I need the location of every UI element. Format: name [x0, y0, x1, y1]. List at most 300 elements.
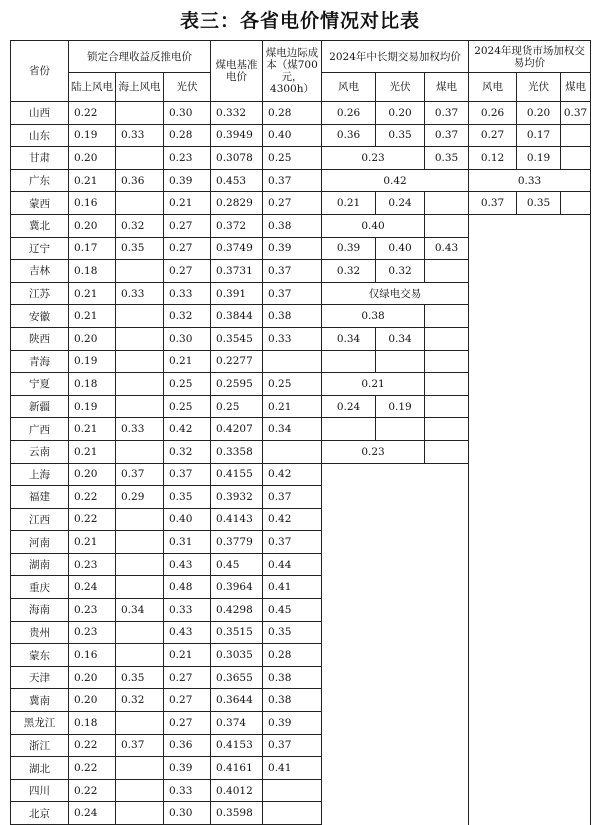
spot-wind-cell: 0.27 [469, 124, 517, 147]
mlt-merged-cell: 0.23 [322, 147, 425, 170]
mlt-coal-cell [425, 327, 469, 350]
coal-base-cell: 0.374 [211, 712, 263, 735]
solar-cell: 0.32 [164, 440, 211, 463]
spot-pv-cell: 0.19 [517, 147, 561, 170]
table-row [11, 327, 591, 350]
spot-empty-cell [469, 214, 591, 237]
coal-base-cell: 0.4161 [211, 757, 263, 780]
solar-cell: 0.27 [164, 214, 211, 237]
onshore-wind-cell: 0.23 [69, 553, 116, 576]
table-row [11, 553, 591, 576]
offshore-wind-cell [116, 531, 164, 554]
mlt-coal-cell: 0.37 [425, 124, 469, 147]
onshore-wind-cell: 0.19 [69, 395, 116, 418]
header-offshore-wind: 海上风电 [116, 73, 164, 102]
solar-cell: 0.36 [164, 734, 211, 757]
header-mlt-pv: 光伏 [376, 73, 425, 102]
spot-empty-cell [469, 418, 591, 441]
spot-empty-cell [469, 508, 591, 531]
province-cell: 吉林 [11, 260, 69, 283]
header-coal-marginal: 煤电边际成本（煤700元，4300h） [263, 41, 322, 102]
spot-empty-cell [469, 237, 591, 260]
coal-marginal-cell [263, 350, 322, 373]
table-row [11, 712, 591, 735]
offshore-wind-cell: 0.32 [116, 214, 164, 237]
onshore-wind-cell: 0.21 [69, 531, 116, 554]
coal-base-cell: 0.3078 [211, 147, 263, 170]
coal-base-cell: 0.4155 [211, 463, 263, 486]
coal-base-cell: 0.453 [211, 169, 263, 192]
mlt-pv-cell: 0.19 [376, 395, 425, 418]
spot-empty-cell [469, 350, 591, 373]
spot-coal-cell: 0.37 [561, 102, 591, 125]
spot-pv-cell: 0.17 [517, 124, 561, 147]
mlt-empty-cell [322, 463, 469, 486]
header-spot-coal: 煤电 [561, 73, 591, 102]
mlt-coal-cell: 0.35 [425, 147, 469, 170]
table-row [11, 689, 591, 712]
coal-marginal-cell: 0.38 [263, 214, 322, 237]
province-cell: 天津 [11, 666, 69, 689]
header-spot-group: 2024年现货市场加权交易均价 [469, 41, 591, 73]
spot-empty-cell [469, 260, 591, 283]
offshore-wind-cell [116, 576, 164, 599]
coal-base-cell: 0.332 [211, 102, 263, 125]
province-cell: 贵州 [11, 621, 69, 644]
province-cell: 广东 [11, 169, 69, 192]
offshore-wind-cell [116, 779, 164, 802]
coal-marginal-cell: 0.37 [263, 531, 322, 554]
spot-coal-cell [561, 147, 591, 170]
offshore-wind-cell: 0.37 [116, 463, 164, 486]
table-row [11, 508, 591, 531]
coal-marginal-cell: 0.37 [263, 734, 322, 757]
mlt-empty-cell [322, 802, 469, 825]
table-row [11, 237, 591, 260]
header-mlt-wind: 风电 [322, 73, 376, 102]
coal-marginal-cell: 0.41 [263, 576, 322, 599]
solar-cell: 0.25 [164, 373, 211, 396]
solar-cell: 0.40 [164, 508, 211, 531]
onshore-wind-cell: 0.20 [69, 147, 116, 170]
onshore-wind-cell: 0.21 [69, 440, 116, 463]
solar-cell: 0.27 [164, 712, 211, 735]
coal-base-cell: 0.3749 [211, 237, 263, 260]
coal-base-cell: 0.3035 [211, 644, 263, 667]
offshore-wind-cell: 0.37 [116, 734, 164, 757]
solar-cell: 0.33 [164, 779, 211, 802]
coal-marginal-cell: 0.25 [263, 373, 322, 396]
mlt-empty-cell [322, 712, 469, 735]
onshore-wind-cell: 0.17 [69, 237, 116, 260]
onshore-wind-cell: 0.20 [69, 666, 116, 689]
province-cell: 新疆 [11, 395, 69, 418]
coal-base-cell: 0.4012 [211, 779, 263, 802]
coal-marginal-cell: 0.38 [263, 689, 322, 712]
table-row [11, 260, 591, 283]
province-cell: 重庆 [11, 576, 69, 599]
spot-empty-cell [469, 576, 591, 599]
coal-marginal-cell: 0.27 [263, 192, 322, 215]
spot-empty-cell [469, 689, 591, 712]
mlt-coal-cell [425, 418, 469, 441]
spot-merged-cell: 0.33 [469, 169, 591, 192]
spot-empty-cell [469, 712, 591, 735]
offshore-wind-cell: 0.36 [116, 169, 164, 192]
coal-base-cell: 0.3779 [211, 531, 263, 554]
table-row [11, 621, 591, 644]
province-cell: 宁夏 [11, 373, 69, 396]
province-cell: 辽宁 [11, 237, 69, 260]
coal-base-cell: 0.25 [211, 395, 263, 418]
offshore-wind-cell: 0.34 [116, 599, 164, 622]
solar-cell: 0.33 [164, 599, 211, 622]
mlt-coal-cell [425, 305, 469, 328]
coal-base-cell: 0.3545 [211, 327, 263, 350]
solar-cell: 0.48 [164, 576, 211, 599]
mlt-merged-cell: 0.21 [322, 373, 425, 396]
solar-cell: 0.30 [164, 102, 211, 125]
mlt-pv-cell: 0.40 [376, 237, 425, 260]
mlt-coal-cell [425, 214, 469, 237]
header-solar: 光伏 [164, 73, 211, 102]
coal-marginal-cell: 0.28 [263, 644, 322, 667]
mlt-wind-cell: 0.39 [322, 237, 376, 260]
mlt-pv-cell: 0.24 [376, 192, 425, 215]
province-cell: 浙江 [11, 734, 69, 757]
mlt-wind-cell: 0.32 [322, 260, 376, 283]
province-cell: 冀南 [11, 689, 69, 712]
province-cell: 冀北 [11, 214, 69, 237]
table-row [11, 418, 591, 441]
mlt-empty-cell [322, 599, 469, 622]
onshore-wind-cell: 0.21 [69, 282, 116, 305]
solar-cell: 0.27 [164, 260, 211, 283]
mlt-merged-cell: 0.23 [322, 440, 425, 463]
offshore-wind-cell: 0.33 [116, 124, 164, 147]
spot-empty-cell [469, 779, 591, 802]
solar-cell: 0.42 [164, 418, 211, 441]
table-row [11, 440, 591, 463]
onshore-wind-cell: 0.20 [69, 463, 116, 486]
offshore-wind-cell [116, 395, 164, 418]
header-mlt-coal: 煤电 [425, 73, 469, 102]
mlt-wind-cell: 0.36 [322, 124, 376, 147]
table-row [11, 644, 591, 667]
onshore-wind-cell: 0.20 [69, 689, 116, 712]
coal-marginal-cell: 0.28 [263, 102, 322, 125]
offshore-wind-cell: 0.35 [116, 237, 164, 260]
onshore-wind-cell: 0.21 [69, 169, 116, 192]
spot-empty-cell [469, 440, 591, 463]
table-row [11, 192, 591, 215]
spot-empty-cell [469, 531, 591, 554]
onshore-wind-cell: 0.24 [69, 802, 116, 825]
province-cell: 云南 [11, 440, 69, 463]
table-row [11, 666, 591, 689]
province-cell: 蒙东 [11, 644, 69, 667]
header-province: 省份 [11, 41, 69, 102]
spot-pv-cell: 0.35 [517, 192, 561, 215]
offshore-wind-cell [116, 147, 164, 170]
offshore-wind-cell: 0.29 [116, 486, 164, 509]
offshore-wind-cell [116, 757, 164, 780]
offshore-wind-cell [116, 373, 164, 396]
coal-base-cell: 0.3949 [211, 124, 263, 147]
province-cell: 江苏 [11, 282, 69, 305]
province-cell: 山西 [11, 102, 69, 125]
mlt-coal-cell: 0.37 [425, 102, 469, 125]
offshore-wind-cell [116, 327, 164, 350]
mlt-wind-cell [322, 350, 376, 373]
table-row [11, 169, 591, 192]
coal-marginal-cell: 0.33 [263, 327, 322, 350]
coal-base-cell: 0.3515 [211, 621, 263, 644]
solar-cell: 0.32 [164, 305, 211, 328]
table-row [11, 305, 591, 328]
header-spot-wind: 风电 [469, 73, 517, 102]
table-row [11, 124, 591, 147]
onshore-wind-cell: 0.20 [69, 327, 116, 350]
coal-marginal-cell: 0.37 [263, 486, 322, 509]
mlt-empty-cell [322, 621, 469, 644]
onshore-wind-cell: 0.22 [69, 779, 116, 802]
onshore-wind-cell: 0.21 [69, 305, 116, 328]
onshore-wind-cell: 0.22 [69, 508, 116, 531]
solar-cell: 0.37 [164, 463, 211, 486]
province-cell: 上海 [11, 463, 69, 486]
solar-cell: 0.31 [164, 531, 211, 554]
coal-marginal-cell [263, 779, 322, 802]
mlt-coal-cell [425, 395, 469, 418]
onshore-wind-cell: 0.16 [69, 644, 116, 667]
table-row [11, 734, 591, 757]
spot-empty-cell [469, 644, 591, 667]
mlt-merged-cell: 0.38 [322, 305, 425, 328]
coal-base-cell: 0.391 [211, 282, 263, 305]
spot-empty-cell [469, 666, 591, 689]
mlt-empty-cell [322, 644, 469, 667]
province-cell: 海南 [11, 599, 69, 622]
coal-base-cell: 0.4207 [211, 418, 263, 441]
mlt-wind-cell: 0.21 [322, 192, 376, 215]
coal-marginal-cell: 0.38 [263, 666, 322, 689]
province-cell: 福建 [11, 486, 69, 509]
table-row [11, 373, 591, 396]
spot-empty-cell [469, 305, 591, 328]
offshore-wind-cell [116, 305, 164, 328]
offshore-wind-cell [116, 102, 164, 125]
coal-base-cell: 0.4298 [211, 599, 263, 622]
coal-marginal-cell: 0.39 [263, 237, 322, 260]
mlt-merged-cell: 0.42 [322, 169, 469, 192]
coal-base-cell: 0.3731 [211, 260, 263, 283]
offshore-wind-cell [116, 350, 164, 373]
spot-wind-cell: 0.37 [469, 192, 517, 215]
table-row [11, 102, 591, 125]
mlt-pv-cell: 0.20 [376, 102, 425, 125]
coal-base-cell: 0.3655 [211, 666, 263, 689]
coal-base-cell: 0.3598 [211, 802, 263, 825]
table-row [11, 147, 591, 170]
province-cell: 北京 [11, 802, 69, 825]
mlt-empty-cell [322, 666, 469, 689]
province-cell: 山东 [11, 124, 69, 147]
header-spot-pv: 光伏 [517, 73, 561, 102]
mlt-empty-cell [322, 531, 469, 554]
province-cell: 蒙西 [11, 192, 69, 215]
mlt-pv-cell: 0.34 [376, 327, 425, 350]
coal-marginal-cell: 0.34 [263, 418, 322, 441]
mlt-wind-cell: 0.26 [322, 102, 376, 125]
table-row [11, 395, 591, 418]
header-onshore-wind: 陆上风电 [69, 73, 116, 102]
offshore-wind-cell [116, 440, 164, 463]
solar-cell: 0.30 [164, 802, 211, 825]
mlt-empty-cell [322, 486, 469, 509]
mlt-coal-cell: 0.43 [425, 237, 469, 260]
solar-cell: 0.21 [164, 192, 211, 215]
province-cell: 甘肃 [11, 147, 69, 170]
offshore-wind-cell [116, 508, 164, 531]
spot-empty-cell [469, 486, 591, 509]
province-cell: 河南 [11, 531, 69, 554]
onshore-wind-cell: 0.23 [69, 599, 116, 622]
offshore-wind-cell: 0.33 [116, 282, 164, 305]
header-coal-base: 煤电基准电价 [211, 41, 263, 102]
solar-cell: 0.43 [164, 621, 211, 644]
province-cell: 青海 [11, 350, 69, 373]
mlt-empty-cell [322, 757, 469, 780]
mlt-coal-cell [425, 373, 469, 396]
solar-cell: 0.43 [164, 553, 211, 576]
offshore-wind-cell: 0.33 [116, 418, 164, 441]
coal-base-cell: 0.3932 [211, 486, 263, 509]
mlt-pv-cell: 0.32 [376, 260, 425, 283]
mlt-coal-cell [425, 350, 469, 373]
onshore-wind-cell: 0.18 [69, 373, 116, 396]
table-row [11, 486, 591, 509]
coal-marginal-cell: 0.37 [263, 260, 322, 283]
table-row [11, 576, 591, 599]
onshore-wind-cell: 0.19 [69, 124, 116, 147]
spot-empty-cell [469, 757, 591, 780]
mlt-pv-cell: 0.35 [376, 124, 425, 147]
province-cell: 湖南 [11, 553, 69, 576]
province-cell: 湖北 [11, 757, 69, 780]
mlt-empty-cell [322, 576, 469, 599]
table-row [11, 802, 591, 825]
onshore-wind-cell: 0.18 [69, 712, 116, 735]
spot-empty-cell [469, 734, 591, 757]
mlt-coal-cell [425, 192, 469, 215]
header-mlt-group: 2024年中长期交易加权均价 [322, 41, 469, 73]
mlt-merged-cell: 0.40 [322, 214, 425, 237]
onshore-wind-cell: 0.22 [69, 486, 116, 509]
offshore-wind-cell [116, 621, 164, 644]
solar-cell: 0.23 [164, 147, 211, 170]
onshore-wind-cell: 0.22 [69, 734, 116, 757]
spot-wind-cell: 0.26 [469, 102, 517, 125]
spot-wind-cell: 0.12 [469, 147, 517, 170]
solar-cell: 0.21 [164, 350, 211, 373]
onshore-wind-cell: 0.20 [69, 214, 116, 237]
page-title: 表三：各省电价情况对比表 [179, 10, 420, 32]
offshore-wind-cell [116, 553, 164, 576]
province-cell: 黑龙江 [11, 712, 69, 735]
province-cell: 四川 [11, 779, 69, 802]
spot-empty-cell [469, 373, 591, 396]
coal-base-cell: 0.2595 [211, 373, 263, 396]
coal-base-cell: 0.3964 [211, 576, 263, 599]
coal-base-cell: 0.372 [211, 214, 263, 237]
coal-marginal-cell: 0.42 [263, 463, 322, 486]
table-row [11, 599, 591, 622]
spot-empty-cell [469, 282, 591, 305]
mlt-pv-cell [376, 418, 425, 441]
solar-cell: 0.39 [164, 169, 211, 192]
table-row [11, 757, 591, 780]
spot-coal-cell [561, 124, 591, 147]
mlt-coal-cell [425, 440, 469, 463]
onshore-wind-cell: 0.18 [69, 260, 116, 283]
onshore-wind-cell: 0.23 [69, 621, 116, 644]
coal-marginal-cell: 0.38 [263, 305, 322, 328]
mlt-empty-cell [322, 553, 469, 576]
spot-empty-cell [469, 395, 591, 418]
coal-base-cell: 0.4143 [211, 508, 263, 531]
spot-empty-cell [469, 802, 591, 825]
coal-base-cell: 0.4153 [211, 734, 263, 757]
solar-cell: 0.21 [164, 644, 211, 667]
solar-cell: 0.27 [164, 237, 211, 260]
coal-base-cell: 0.2829 [211, 192, 263, 215]
solar-cell: 0.27 [164, 666, 211, 689]
province-cell: 陕西 [11, 327, 69, 350]
spot-empty-cell [469, 553, 591, 576]
coal-base-cell: 0.45 [211, 553, 263, 576]
onshore-wind-cell: 0.16 [69, 192, 116, 215]
table-row [11, 350, 591, 373]
solar-cell: 0.25 [164, 395, 211, 418]
table-row [11, 531, 591, 554]
province-cell: 江西 [11, 508, 69, 531]
solar-cell: 0.27 [164, 689, 211, 712]
province-cell: 广西 [11, 418, 69, 441]
coal-marginal-cell: 0.37 [263, 169, 322, 192]
solar-cell: 0.28 [164, 124, 211, 147]
mlt-pv-cell [376, 350, 425, 373]
coal-marginal-cell: 0.40 [263, 124, 322, 147]
coal-base-cell: 0.3358 [211, 440, 263, 463]
mlt-note-cell: 仅绿电交易 [322, 282, 469, 305]
coal-marginal-cell: 0.21 [263, 395, 322, 418]
offshore-wind-cell [116, 712, 164, 735]
spot-empty-cell [469, 327, 591, 350]
solar-cell: 0.33 [164, 282, 211, 305]
spot-empty-cell [469, 463, 591, 486]
solar-cell: 0.39 [164, 757, 211, 780]
offshore-wind-cell [116, 192, 164, 215]
table-row [11, 779, 591, 802]
coal-marginal-cell: 0.25 [263, 147, 322, 170]
onshore-wind-cell: 0.21 [69, 418, 116, 441]
mlt-wind-cell [322, 418, 376, 441]
mlt-empty-cell [322, 779, 469, 802]
onshore-wind-cell: 0.22 [69, 757, 116, 780]
spot-pv-cell: 0.20 [517, 102, 561, 125]
solar-cell: 0.30 [164, 327, 211, 350]
